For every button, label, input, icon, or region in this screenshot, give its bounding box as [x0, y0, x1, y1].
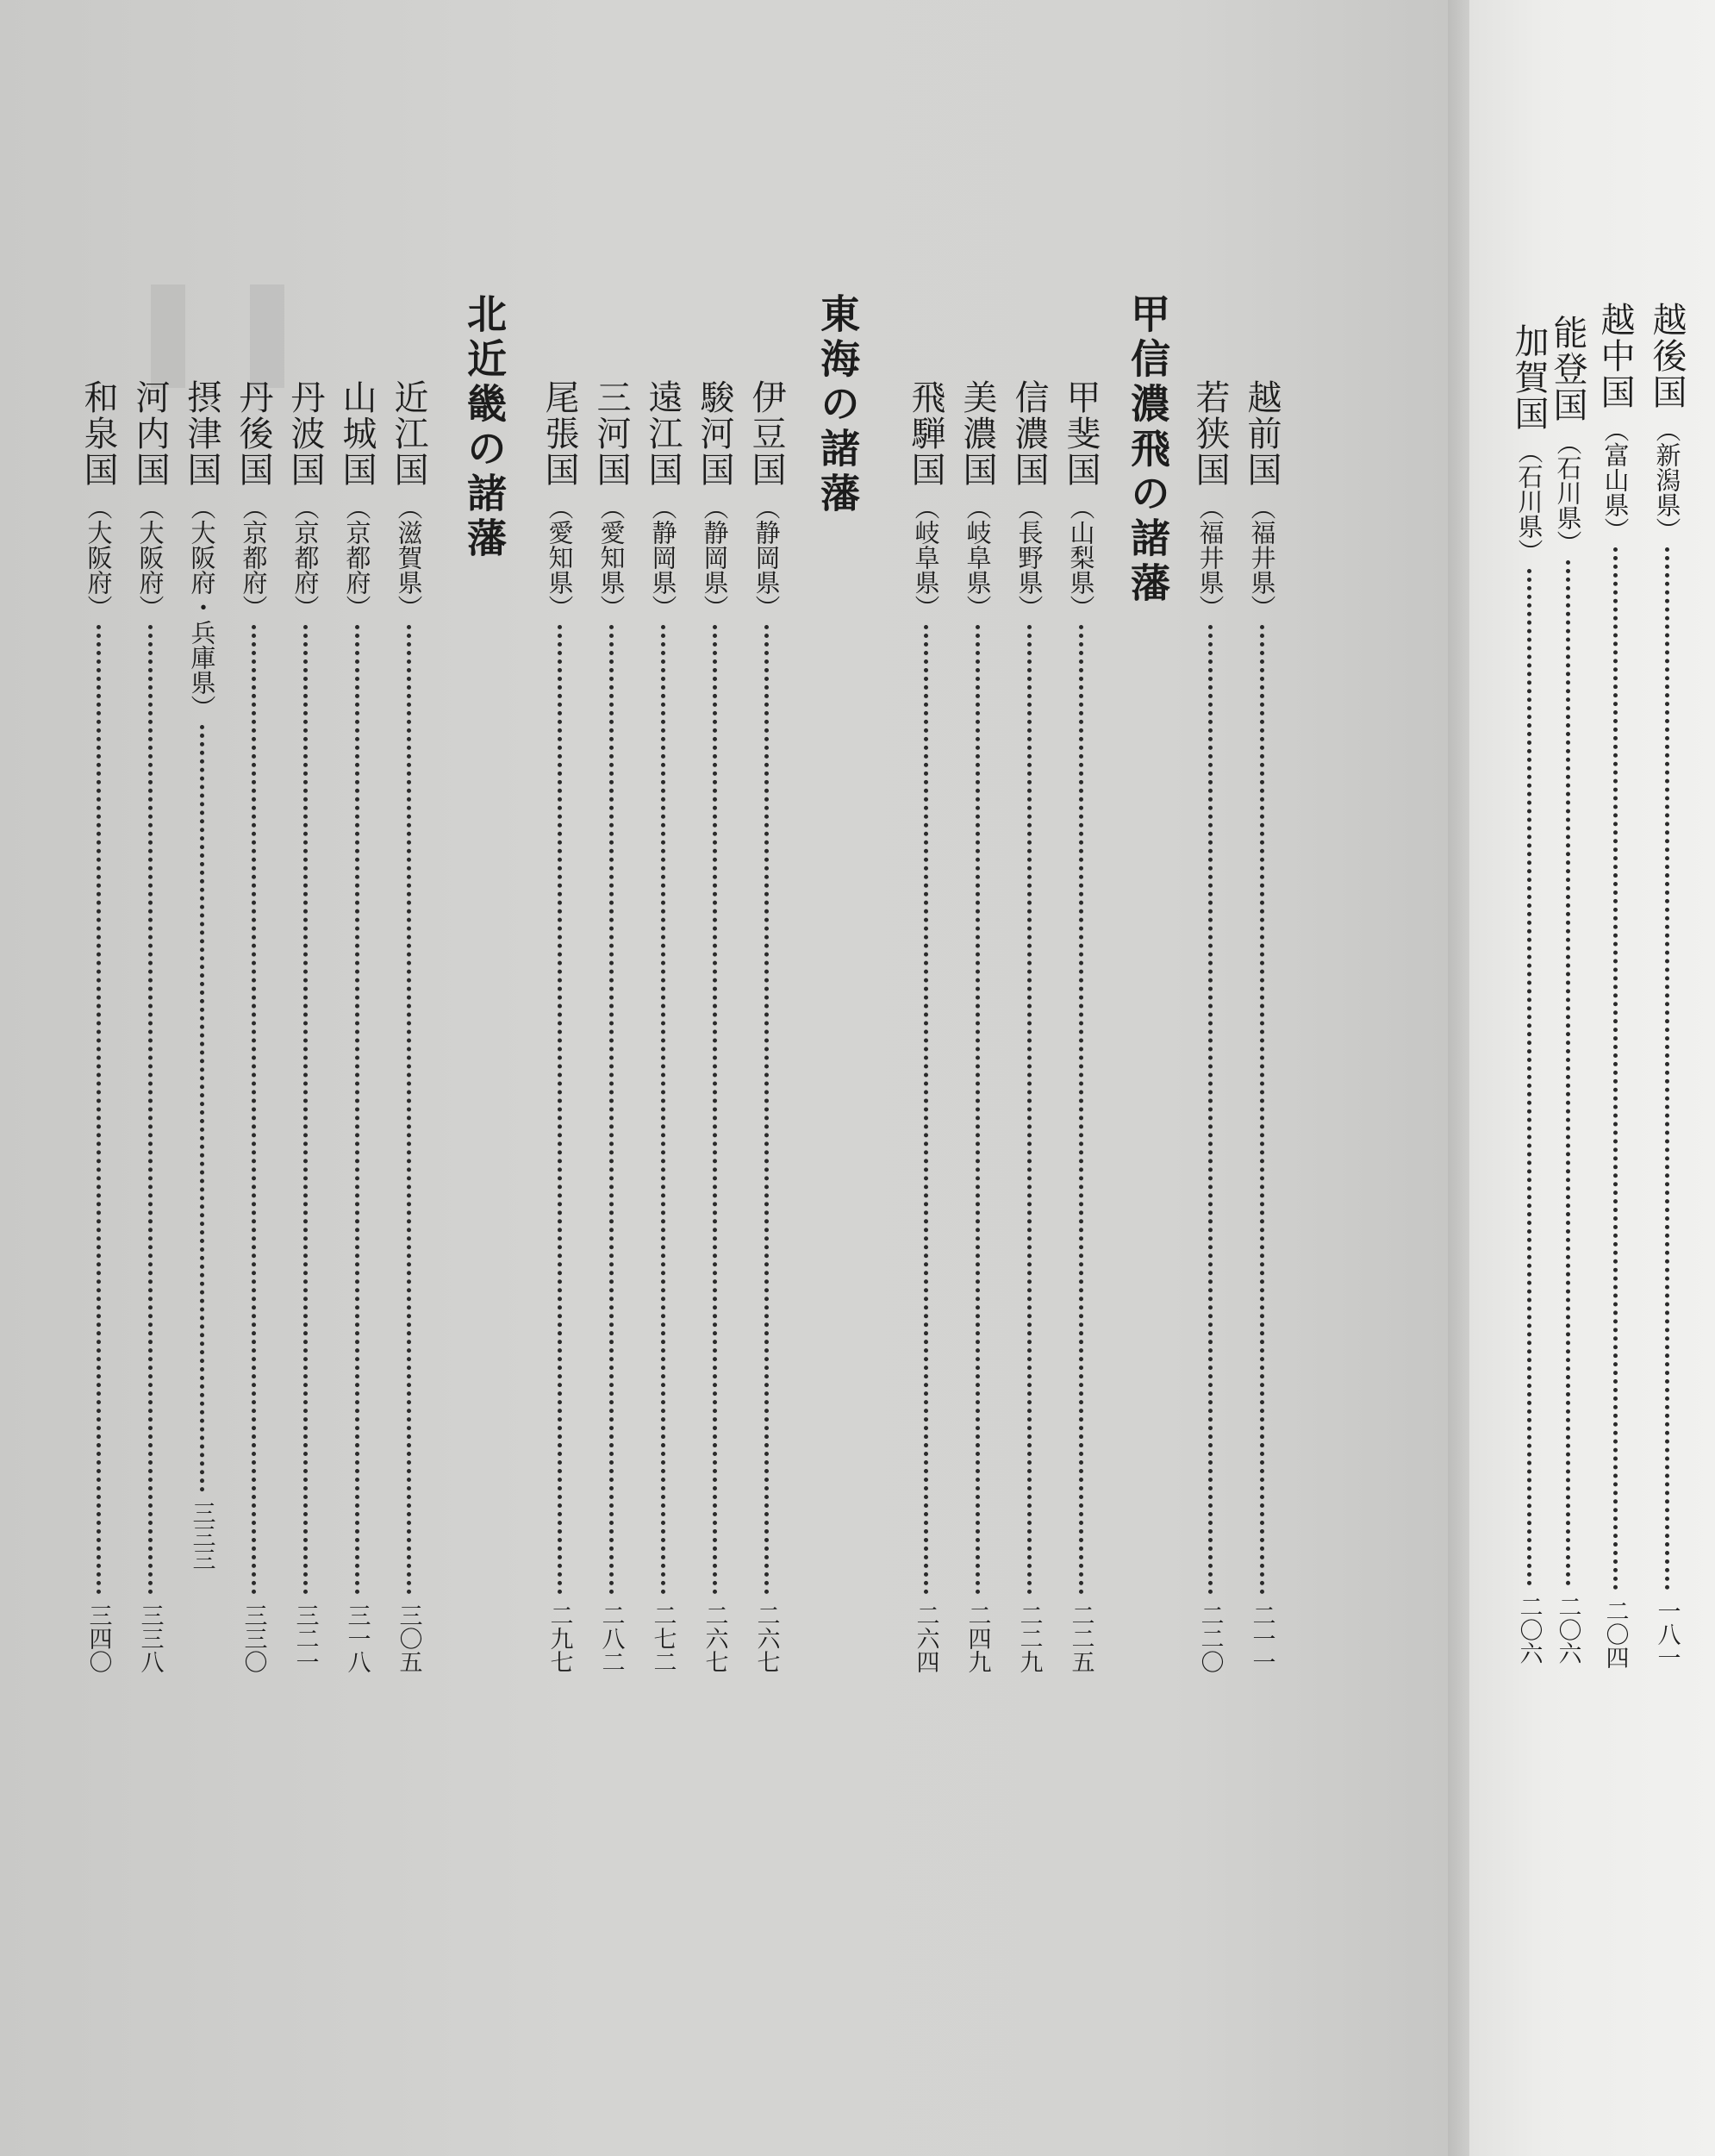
prefecture-label: （京都府） — [239, 495, 269, 620]
dot-leader — [97, 625, 101, 1595]
toc-entry — [741, 379, 791, 1673]
page-number: 一八一 — [1653, 1599, 1681, 1669]
page-number: 二六四 — [912, 1603, 939, 1673]
province-name: 近江国 — [389, 379, 428, 488]
province-name: 甲斐国 — [1061, 379, 1101, 488]
prefecture-label: （大阪府・兵庫県） — [187, 495, 217, 720]
prefecture-label: （京都府） — [290, 495, 321, 620]
dot-leader — [355, 625, 359, 1595]
dot-leader — [1527, 569, 1531, 1586]
prefecture-label: （福井県） — [1247, 495, 1277, 620]
toc-entry — [1056, 379, 1106, 1673]
prefecture-label: （静岡県） — [751, 495, 782, 620]
province-name: 美濃国 — [957, 379, 997, 488]
dot-leader — [1566, 560, 1570, 1586]
page-number: 二二五 — [1067, 1603, 1094, 1673]
dot-leader — [558, 625, 562, 1595]
toc-entry — [1185, 379, 1235, 1673]
page-number: 二二九 — [1015, 1603, 1043, 1673]
province-name: 信濃国 — [1009, 379, 1049, 488]
prefecture-label: （静岡県） — [700, 495, 730, 620]
prefecture-label: （滋賀県） — [394, 495, 424, 620]
toc-entry — [1642, 302, 1692, 1669]
province-name: 越後国 — [1647, 302, 1687, 410]
toc-entry — [1504, 323, 1554, 1665]
prefecture-label: （山梨県） — [1066, 495, 1096, 620]
page-number: 三三〇 — [240, 1603, 267, 1673]
dot-leader — [976, 625, 980, 1595]
prefecture-label: （愛知県） — [596, 495, 627, 620]
dot-leader — [200, 725, 204, 1492]
toc-entry — [638, 379, 688, 1673]
province-name: 飛騨国 — [906, 379, 945, 488]
show-through-mark — [250, 284, 284, 388]
toc-entry — [73, 379, 123, 1673]
page-number: 三三八 — [136, 1603, 164, 1673]
dot-leader — [713, 625, 717, 1595]
page-number: 二六七 — [752, 1603, 780, 1673]
prefecture-label: （岐阜県） — [911, 495, 941, 620]
toc-entry — [280, 379, 330, 1673]
toc-entry — [125, 379, 175, 1673]
page-number: 二〇四 — [1601, 1599, 1629, 1669]
province-name: 越前国 — [1242, 379, 1282, 488]
toc-entry — [177, 379, 227, 1571]
dot-leader — [1079, 625, 1083, 1595]
toc-entry — [534, 379, 584, 1673]
province-name: 駿河国 — [695, 379, 734, 488]
toc-entry — [384, 379, 433, 1673]
toc-entry — [228, 379, 278, 1673]
prefecture-label: （京都府） — [342, 495, 372, 620]
dot-leader — [1613, 547, 1618, 1590]
page-number: 二〇六 — [1554, 1595, 1581, 1665]
section-heading: 甲信濃飛の諸藩 — [1125, 293, 1171, 607]
province-name: 河内国 — [130, 379, 170, 488]
prefecture-label: （大阪府） — [135, 495, 165, 620]
province-name: 和泉国 — [78, 379, 118, 488]
dot-leader — [1665, 547, 1669, 1590]
prefecture-label: （岐阜県） — [963, 495, 993, 620]
province-name: 丹後国 — [234, 379, 273, 488]
prefecture-label: （富山県） — [1600, 417, 1631, 542]
prefecture-label: （大阪府） — [84, 495, 114, 620]
toc-entry — [586, 379, 636, 1673]
page-number: 二九七 — [546, 1603, 573, 1673]
prefecture-label: （愛知県） — [545, 495, 575, 620]
dot-leader — [661, 625, 665, 1595]
toc-entry — [1590, 302, 1640, 1669]
province-name: 加賀国 — [1509, 323, 1549, 432]
province-name: 丹波国 — [285, 379, 325, 488]
page-number: 三一八 — [343, 1603, 371, 1673]
toc-entry — [689, 379, 739, 1673]
prefecture-label: （石川県） — [1514, 439, 1544, 564]
prefecture-label: （静岡県） — [648, 495, 678, 620]
dot-leader — [252, 625, 256, 1595]
province-name: 越中国 — [1595, 302, 1635, 410]
dot-leader — [1260, 625, 1264, 1595]
prefecture-label: （石川県） — [1553, 430, 1583, 555]
toc-entry — [332, 379, 382, 1673]
page-number: 二六七 — [701, 1603, 728, 1673]
dot-leader — [764, 625, 769, 1595]
page-number: 二七二 — [649, 1603, 677, 1673]
page-number: 三二一 — [291, 1603, 319, 1673]
dot-leader — [609, 625, 614, 1595]
prefecture-label: （新潟県） — [1652, 417, 1682, 542]
section-heading: 北近畿の諸藩 — [461, 293, 508, 562]
dot-leader — [303, 625, 308, 1595]
page-number: 三三三 — [188, 1501, 215, 1571]
section-heading: 東海の諸藩 — [814, 293, 861, 517]
province-name: 三河国 — [591, 379, 631, 488]
page-number: 三〇五 — [395, 1603, 422, 1673]
show-through-mark — [151, 284, 185, 388]
toc-entry — [952, 379, 1002, 1673]
dot-leader — [1208, 625, 1213, 1595]
dot-leader — [407, 625, 411, 1595]
toc-entry — [901, 379, 951, 1673]
toc-entry — [1237, 379, 1287, 1673]
page-number: 三四〇 — [84, 1603, 112, 1673]
dot-leader — [148, 625, 153, 1595]
page-number: 二二〇 — [1196, 1603, 1224, 1673]
province-name: 尾張国 — [539, 379, 579, 488]
province-name: 遠江国 — [643, 379, 683, 488]
dot-leader — [1027, 625, 1032, 1595]
dot-leader — [924, 625, 928, 1595]
province-name: 山城国 — [337, 379, 377, 488]
toc-entry — [1004, 379, 1054, 1673]
prefecture-label: （長野県） — [1014, 495, 1045, 620]
prefecture-label: （福井県） — [1195, 495, 1225, 620]
province-name: 伊豆国 — [746, 379, 786, 488]
page-number: 二〇六 — [1515, 1595, 1543, 1665]
page-number: 二八二 — [597, 1603, 625, 1673]
province-name: 能登国 — [1548, 315, 1587, 423]
province-name: 摂津国 — [182, 379, 221, 488]
page-number: 二四九 — [964, 1603, 991, 1673]
page-number: 二一一 — [1248, 1603, 1275, 1673]
province-name: 若狭国 — [1190, 379, 1230, 488]
